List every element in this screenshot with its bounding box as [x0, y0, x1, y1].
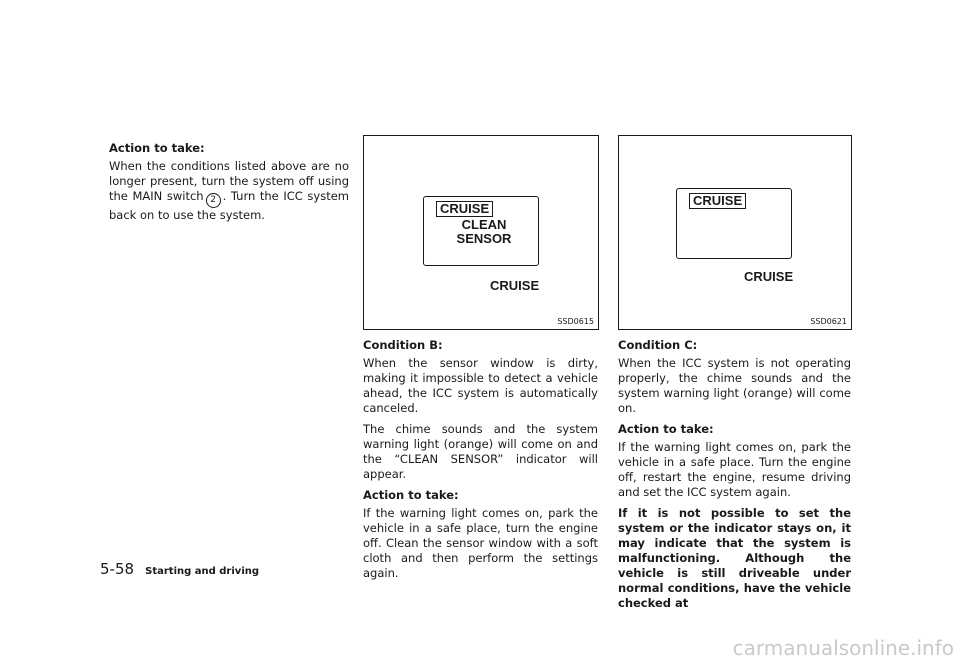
- page-number: 5-58: [100, 560, 135, 578]
- condition-c-paragraph: When the ICC system is not operating properly, the chime sounds and the system warning light (orange) will come on.: [618, 356, 851, 415]
- action-text-b: . Turn the ICC system back on to use the system.: [109, 189, 350, 222]
- text-column-3: [618, 338, 851, 617]
- clean-sensor-indicator: [454, 218, 514, 246]
- display-panel: [676, 188, 792, 259]
- action-paragraph: If the warning light comes on, park the vehicle in a safe place, turn the engine off. Clean the sensor window with a soft cloth and then perform the settings again.: [363, 506, 598, 580]
- display-panel: [423, 196, 539, 266]
- chime-paragraph: The chime sounds and the system warning light (orange) will come on and the “CLEAN SENSOR” indicator will appear.: [363, 422, 598, 481]
- section-title: Starting and driving: [145, 566, 260, 577]
- condition-c-heading: Condition C:: [618, 338, 698, 352]
- action-heading: Action to take:: [363, 488, 459, 502]
- cruise-label: CRUISE: [744, 269, 794, 284]
- cruise-indicator: CRUISE: [689, 193, 746, 209]
- figure-system-warning: [618, 135, 852, 330]
- page-footer: [100, 559, 259, 578]
- figure-code: SSD0615: [557, 317, 594, 326]
- sensor-line: SENSOR: [456, 231, 512, 246]
- watermark: carmanualsonline.info: [732, 636, 954, 660]
- text-column-2: [363, 338, 598, 587]
- figure-clean-sensor: [363, 135, 599, 330]
- condition-b-paragraph: When the sensor window is dirty, making it impossible to detect a vehicle ahead, the ICC system is automatically canceled.: [363, 356, 598, 415]
- action-paragraph: If the warning light comes on, park the vehicle in a safe place. Turn the engine off, restart the engine, resume driving and set the ICC system again.: [618, 440, 851, 499]
- cruise-indicator: CRUISE: [436, 201, 493, 217]
- clean-line: CLEAN: [461, 217, 507, 232]
- figure-code: SSD0621: [810, 317, 847, 326]
- action-text-a: When the conditions listed above are no longer present, turn the system off using the MAIN switch: [109, 159, 349, 203]
- condition-b-heading: Condition B:: [363, 338, 443, 352]
- action-heading: Action to take:: [109, 141, 205, 155]
- text-column-1: [109, 141, 349, 229]
- circled-number-icon: 2: [206, 193, 221, 208]
- cruise-label: CRUISE: [490, 278, 540, 293]
- warning-paragraph: If it is not possible to set the system or the indicator stays on, it may indicate that the system is malfunctioning. Although the vehicle is still driveable under normal conditions, have the vehicle checked at: [618, 506, 851, 610]
- action-heading: Action to take:: [618, 422, 714, 436]
- action-paragraph: [109, 159, 349, 223]
